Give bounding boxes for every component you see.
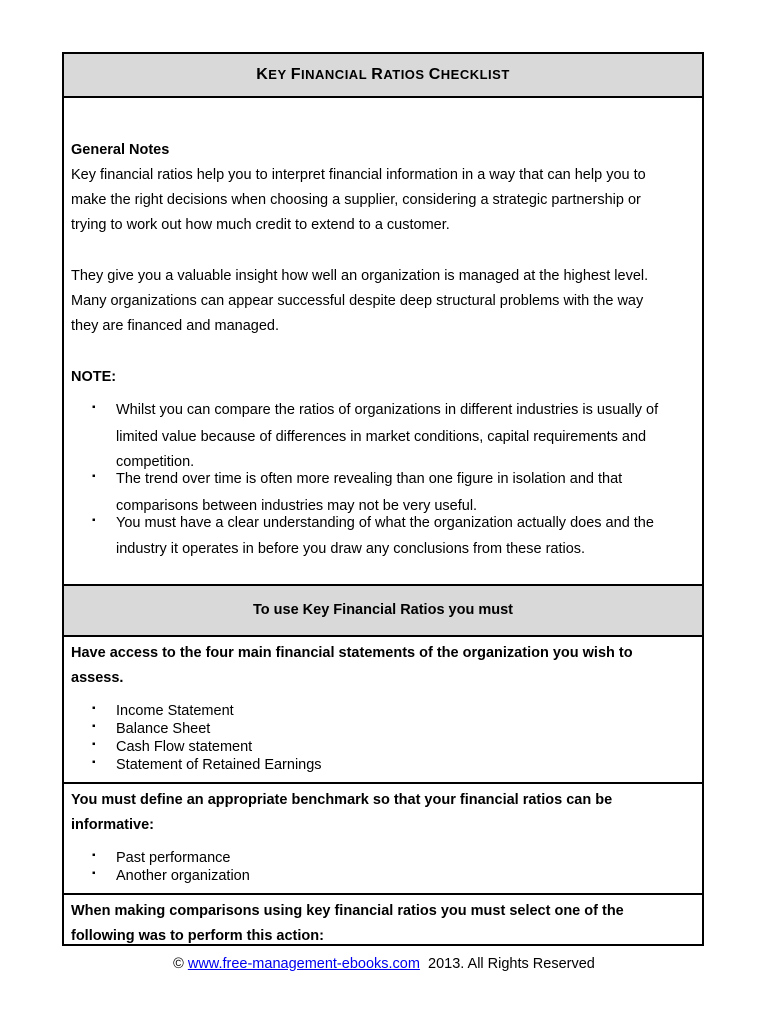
paragraph-line: they are financed and managed.	[71, 318, 279, 334]
paragraph-line: make the right decisions when choosing a supplier, considering a strategic partnership or	[71, 192, 641, 208]
note-label: NOTE:	[71, 369, 117, 385]
bullet-icon: ▪	[92, 757, 96, 768]
access-statements-section: Have access to the four main financial statements of the organization you wish to assess. ▪ Income Statement ▪ Balance Sheet ▪ Cash Flow statement ▪ Statement of Retained Earnings	[64, 635, 702, 782]
bullet-icon: ▪	[92, 868, 96, 879]
paragraph-line: They give you a valuable insight how well an organization is managed at the highest level.	[71, 268, 649, 284]
website-link[interactable]: www.free-management-ebooks.com	[187, 956, 420, 972]
paragraph-line: Key financial ratios help you to interpret financial information in a way that can help you to	[71, 167, 646, 183]
bullet-icon: ▪	[92, 402, 96, 413]
page-title: KEY FINANCIAL RATIOS CHECKLIST	[256, 66, 510, 83]
bullet-icon: ▪	[92, 850, 96, 861]
copyright-text: 2013. All Rights Reserved	[428, 956, 595, 972]
general-notes-heading: General Notes	[71, 142, 170, 158]
benchmark-line: informative:	[71, 817, 154, 833]
section-heading: To use Key Financial Ratios you must	[253, 602, 513, 618]
bullet-icon: ▪	[92, 471, 96, 482]
comparisons-line: When making comparisons using key financial ratios you must select one of the	[71, 903, 624, 919]
benchmark-section: You must define an appropriate benchmark so that your financial ratios can be informative: ▪ Past performance ▪ Another organization	[64, 782, 702, 893]
paragraph-line: Many organizations can appear successful despite deep structural problems with the way	[71, 293, 644, 309]
checklist-table	[62, 52, 704, 946]
title-row	[64, 54, 702, 96]
copyright-symbol: ©	[173, 956, 184, 972]
general-notes-section: General Notes Key financial ratios help you to interpret financial information in a way that can help you to make the right decisions when choosing a supplier, considering a strategic partnership or trying to work out how much credit to extend to a customer. They give you a valuable insight how well an organization is managed at the highest level. Many organizations can appear successful despite deep structural problems with the way they are financed and managed. NOTE: ▪ Whilst you can compare the ratios of organizations in different industries is usually of limited value because of differences in market conditions, capital requirements and competition. ▪ The trend over time is often more revealing than one figure in isolation and that comparisons between industries may not be very useful. ▪ You must have a clear understanding of what the organization actually does and the industry it operates in before you draw any conclusions from these ratios.	[64, 96, 702, 584]
footer	[0, 955, 768, 973]
access-line: assess.	[71, 670, 124, 686]
section-header-row	[64, 584, 702, 635]
bullet-icon: ▪	[92, 721, 96, 732]
bullet-icon: ▪	[92, 515, 96, 526]
benchmark-line: You must define an appropriate benchmark so that your financial ratios can be	[71, 792, 613, 808]
comparisons-line: following was to perform this action:	[71, 928, 324, 944]
paragraph-line: trying to work out how much credit to extend to a customer.	[71, 217, 450, 233]
access-line: Have access to the four main financial statements of the organization you wish to	[71, 645, 633, 661]
bullet-icon: ▪	[92, 739, 96, 750]
comparisons-section	[64, 893, 702, 946]
bullet-icon: ▪	[92, 703, 96, 714]
